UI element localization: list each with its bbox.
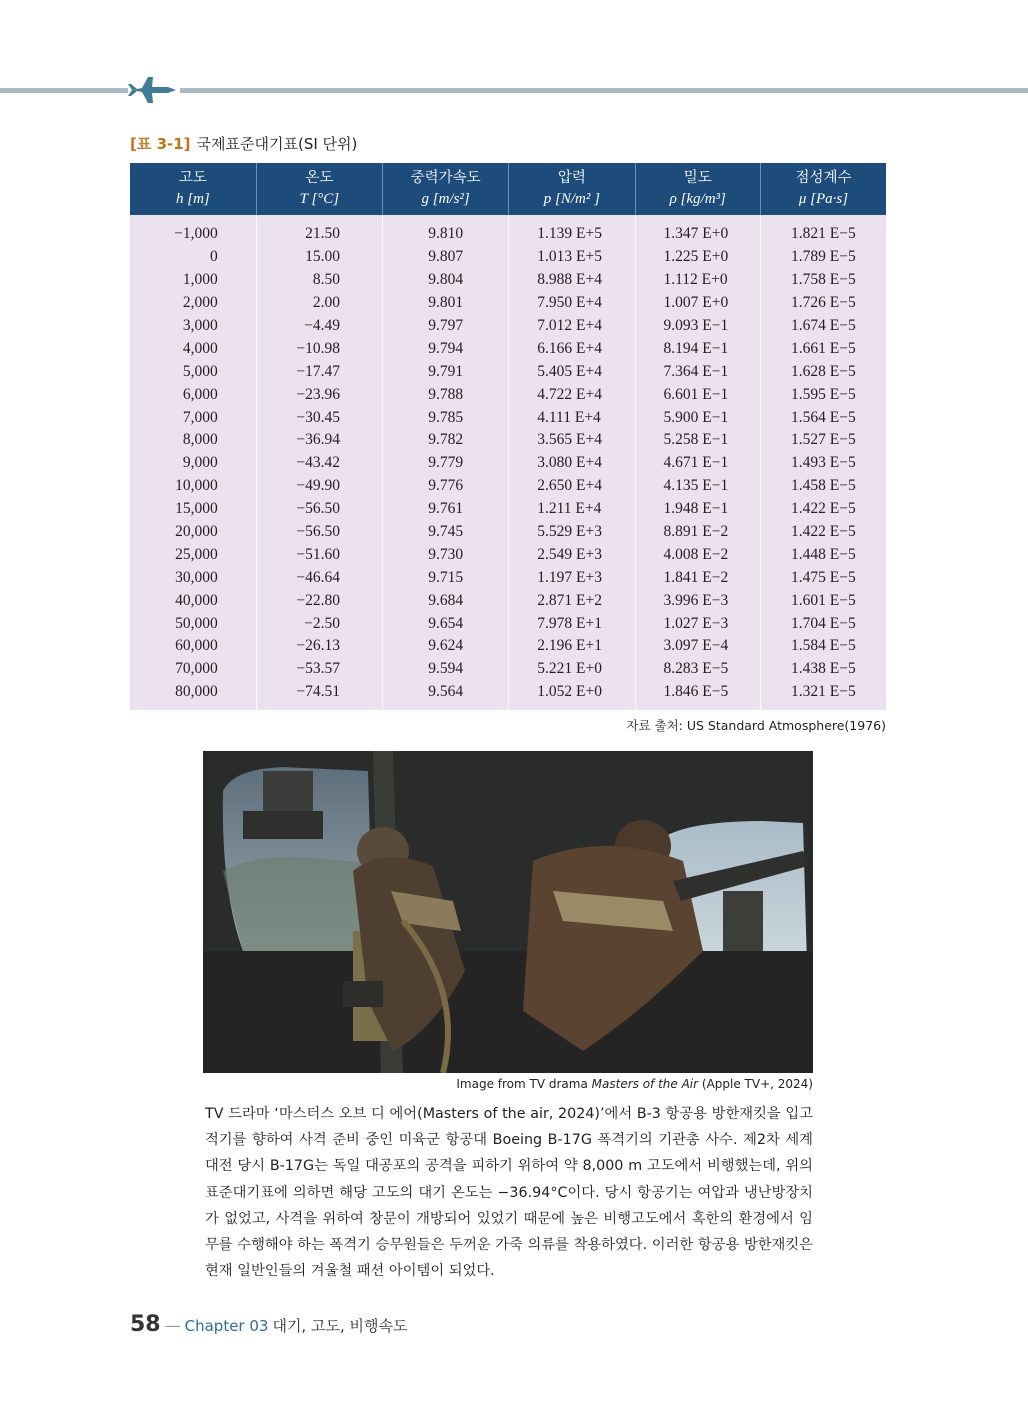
table-row bbox=[130, 406, 886, 429]
table-cell: 2.196 E+1 bbox=[509, 635, 635, 658]
table-row bbox=[130, 681, 886, 710]
table-cell: 1.726 E−5 bbox=[760, 292, 886, 315]
table-cell: 15,000 bbox=[130, 498, 256, 521]
table-cell: −56.50 bbox=[256, 498, 382, 521]
table-cell: 1.789 E−5 bbox=[760, 246, 886, 269]
chapter-title: 대기, 고도, 비행속도 bbox=[272, 1317, 408, 1335]
table-number: [표 3-1] bbox=[130, 135, 191, 153]
table-cell: −23.96 bbox=[256, 383, 382, 406]
table-row bbox=[130, 269, 886, 292]
table-cell: 3.565 E+4 bbox=[509, 429, 635, 452]
table-row bbox=[130, 215, 886, 246]
table-cell: −17.47 bbox=[256, 360, 382, 383]
table-cell: −22.80 bbox=[256, 589, 382, 612]
table-cell: 8.50 bbox=[256, 269, 382, 292]
table-cell: 1.948 E−1 bbox=[635, 498, 760, 521]
table-cell: 9,000 bbox=[130, 452, 256, 475]
table-cell: 9.785 bbox=[383, 406, 509, 429]
table-cell: 2.00 bbox=[256, 292, 382, 315]
table-row bbox=[130, 337, 886, 360]
table-cell: 9.745 bbox=[383, 521, 509, 544]
table-cell: 9.807 bbox=[383, 246, 509, 269]
table-cell: 20,000 bbox=[130, 521, 256, 544]
header-viscosity: 점성계수 μ [Pa·s] bbox=[760, 163, 886, 215]
table-cell: 8.891 E−2 bbox=[635, 521, 760, 544]
jet-plane-icon bbox=[128, 75, 180, 105]
table-cell: −74.51 bbox=[256, 681, 382, 710]
table-cell: 6.166 E+4 bbox=[509, 337, 635, 360]
table-cell: 1.674 E−5 bbox=[760, 315, 886, 338]
table-cell: 5.405 E+4 bbox=[509, 360, 635, 383]
table-cell: 7.012 E+4 bbox=[509, 315, 635, 338]
table-cell: 1.225 E+0 bbox=[635, 246, 760, 269]
table-cell: 4.135 E−1 bbox=[635, 475, 760, 498]
photo-b17-gunners bbox=[203, 751, 813, 1073]
table-header-row bbox=[130, 163, 886, 215]
table-cell: 1.438 E−5 bbox=[760, 658, 886, 681]
table-row bbox=[130, 360, 886, 383]
table-cell: 50,000 bbox=[130, 612, 256, 635]
table-cell: 60,000 bbox=[130, 635, 256, 658]
table-cell: 8.988 E+4 bbox=[509, 269, 635, 292]
table-cell: −51.60 bbox=[256, 543, 382, 566]
table-cell: 1.704 E−5 bbox=[760, 612, 886, 635]
table-cell: 1.347 E+0 bbox=[635, 215, 760, 246]
table-cell: 1.422 E−5 bbox=[760, 521, 886, 544]
standard-atmosphere-table bbox=[130, 163, 886, 710]
table-row bbox=[130, 498, 886, 521]
table-cell: 2.549 E+3 bbox=[509, 543, 635, 566]
table-cell: 1.595 E−5 bbox=[760, 383, 886, 406]
table-cell: −10.98 bbox=[256, 337, 382, 360]
table-cell: 1.758 E−5 bbox=[760, 269, 886, 292]
table-cell: 1.564 E−5 bbox=[760, 406, 886, 429]
table-cell: 3.996 E−3 bbox=[635, 589, 760, 612]
table-cell: 1.321 E−5 bbox=[760, 681, 886, 710]
table-cell: 1.628 E−5 bbox=[760, 360, 886, 383]
table-cell: 1.052 E+0 bbox=[509, 681, 635, 710]
table-cell: 9.730 bbox=[383, 543, 509, 566]
table-cell: 9.801 bbox=[383, 292, 509, 315]
table-cell: 9.684 bbox=[383, 589, 509, 612]
table-cell: 80,000 bbox=[130, 681, 256, 710]
table-cell: 9.782 bbox=[383, 429, 509, 452]
table-cell: 4.671 E−1 bbox=[635, 452, 760, 475]
table-cell: 4.111 E+4 bbox=[509, 406, 635, 429]
table-cell: 70,000 bbox=[130, 658, 256, 681]
table-source: 자료 출처: US Standard Atmosphere(1976) bbox=[626, 718, 886, 733]
table-cell: 7.950 E+4 bbox=[509, 292, 635, 315]
table-row bbox=[130, 383, 886, 406]
table-cell: 3,000 bbox=[130, 315, 256, 338]
table-row bbox=[130, 635, 886, 658]
table-row bbox=[130, 315, 886, 338]
table-cell: −56.50 bbox=[256, 521, 382, 544]
table-cell: 3.097 E−4 bbox=[635, 635, 760, 658]
table-cell: 7,000 bbox=[130, 406, 256, 429]
table-cell: 8.194 E−1 bbox=[635, 337, 760, 360]
table-cell: 9.779 bbox=[383, 452, 509, 475]
table-body bbox=[130, 215, 886, 710]
table-cell: 9.776 bbox=[383, 475, 509, 498]
chapter-label: Chapter 03 bbox=[184, 1317, 269, 1335]
table-cell: 7.364 E−1 bbox=[635, 360, 760, 383]
table-cell: −1,000 bbox=[130, 215, 256, 246]
page-number: 58 bbox=[130, 1312, 161, 1337]
table-cell: 9.804 bbox=[383, 269, 509, 292]
table-row bbox=[130, 612, 886, 635]
table-cell: 8,000 bbox=[130, 429, 256, 452]
table-row bbox=[130, 246, 886, 269]
table-cell: 1.601 E−5 bbox=[760, 589, 886, 612]
table-cell: 15.00 bbox=[256, 246, 382, 269]
table-cell: 1.007 E+0 bbox=[635, 292, 760, 315]
table-row bbox=[130, 429, 886, 452]
table-caption bbox=[130, 133, 357, 154]
table-cell: 9.761 bbox=[383, 498, 509, 521]
table-row bbox=[130, 566, 886, 589]
table-cell: 9.715 bbox=[383, 566, 509, 589]
table-cell: 9.564 bbox=[383, 681, 509, 710]
table-cell: 9.654 bbox=[383, 612, 509, 635]
table-cell: 1.846 E−5 bbox=[635, 681, 760, 710]
table-cell: 7.978 E+1 bbox=[509, 612, 635, 635]
table-cell: 30,000 bbox=[130, 566, 256, 589]
table-cell: 4.722 E+4 bbox=[509, 383, 635, 406]
header-temperature: 온도 T [°C] bbox=[256, 163, 382, 215]
table-cell: 9.624 bbox=[383, 635, 509, 658]
table-cell: 1.841 E−2 bbox=[635, 566, 760, 589]
table-cell: 2.650 E+4 bbox=[509, 475, 635, 498]
table-cell: 1.821 E−5 bbox=[760, 215, 886, 246]
table-cell: 4,000 bbox=[130, 337, 256, 360]
table-cell: 1.584 E−5 bbox=[760, 635, 886, 658]
page-footer bbox=[130, 1312, 407, 1337]
photo-credit: Image from TV drama Masters of the Air (Apple TV+, 2024) bbox=[456, 1077, 813, 1091]
table-cell: 4.008 E−2 bbox=[635, 543, 760, 566]
table-row bbox=[130, 589, 886, 612]
table-cell: 8.283 E−5 bbox=[635, 658, 760, 681]
header-altitude: 고도 h [m] bbox=[130, 163, 256, 215]
table-cell: 9.093 E−1 bbox=[635, 315, 760, 338]
table-cell: 9.791 bbox=[383, 360, 509, 383]
table-row bbox=[130, 292, 886, 315]
table-title: 국제표준대기표(SI 단위) bbox=[196, 135, 358, 153]
table-cell: −36.94 bbox=[256, 429, 382, 452]
table-cell: 1.112 E+0 bbox=[635, 269, 760, 292]
table-cell: 6.601 E−1 bbox=[635, 383, 760, 406]
table-cell: 1.211 E+4 bbox=[509, 498, 635, 521]
drama-title: Masters of the Air bbox=[591, 1077, 699, 1091]
table-cell: 9.594 bbox=[383, 658, 509, 681]
table-cell: −53.57 bbox=[256, 658, 382, 681]
table-cell: 5.258 E−1 bbox=[635, 429, 760, 452]
table-cell: 3.080 E+4 bbox=[509, 452, 635, 475]
header-pressure: 압력 p [N/m² ] bbox=[509, 163, 635, 215]
table-cell: −43.42 bbox=[256, 452, 382, 475]
top-rule bbox=[0, 88, 1028, 93]
table-cell: 0 bbox=[130, 246, 256, 269]
table-cell: −2.50 bbox=[256, 612, 382, 635]
table-cell: 1.139 E+5 bbox=[509, 215, 635, 246]
table-cell: 1.027 E−3 bbox=[635, 612, 760, 635]
header-density: 밀도 ρ [kg/m³] bbox=[635, 163, 760, 215]
table-cell: 1.013 E+5 bbox=[509, 246, 635, 269]
table-cell: 9.788 bbox=[383, 383, 509, 406]
table-cell: 1.527 E−5 bbox=[760, 429, 886, 452]
table-cell: 9.810 bbox=[383, 215, 509, 246]
table-cell: 6,000 bbox=[130, 383, 256, 406]
table-cell: −4.49 bbox=[256, 315, 382, 338]
table-cell: 1.197 E+3 bbox=[509, 566, 635, 589]
table-cell: 1.448 E−5 bbox=[760, 543, 886, 566]
table-row bbox=[130, 452, 886, 475]
table-cell: 1.493 E−5 bbox=[760, 452, 886, 475]
table-cell: −30.45 bbox=[256, 406, 382, 429]
table-cell: 1.422 E−5 bbox=[760, 498, 886, 521]
table-row bbox=[130, 475, 886, 498]
table-cell: 5.900 E−1 bbox=[635, 406, 760, 429]
table-cell: 5.221 E+0 bbox=[509, 658, 635, 681]
photo-description-paragraph: TV 드라마 ‘마스터스 오브 디 에어(Masters of the air, 2024)’에서 B-3 항공용 방한재킷을 입고 적기를 향하여 사격 준비 중인 미육군 항공대 Boeing B-17G 폭격기의 기관총 사수. 제2차 세계대전 당시 B-17G는 독일 대공포의 공격을 피하기 위하여 약 8,000 m 고도에서 비행했는데, 위의 표준대기표에 의하면 해당 고도의 대기 온도는 −36.94°C이다. 당시 항공기는 여압과 냉난방장치가 없었고, 사격을 위하여 창문이 개방되어 있었기 때문에 높은 비행고도에서 혹한의 환경에서 임무를 수행해야 하는 폭격기 승무원들은 두꺼운 가죽 의류를 착용하였다. 이러한 항공용 방한재킷은 현재 일반인들의 겨울철 패션 아이템이 되었다. bbox=[205, 1106, 813, 1280]
table-cell: 2,000 bbox=[130, 292, 256, 315]
table-cell: −46.64 bbox=[256, 566, 382, 589]
header-gravity: 중력가속도 g [m/s²] bbox=[383, 163, 509, 215]
table-cell: 10,000 bbox=[130, 475, 256, 498]
table-row bbox=[130, 658, 886, 681]
photo-illustration bbox=[203, 751, 813, 1073]
table-cell: 1.458 E−5 bbox=[760, 475, 886, 498]
table-cell: 21.50 bbox=[256, 215, 382, 246]
table-cell: 1.475 E−5 bbox=[760, 566, 886, 589]
table-row bbox=[130, 521, 886, 544]
footer-dash: — bbox=[164, 1316, 181, 1335]
table-cell: 5.529 E+3 bbox=[509, 521, 635, 544]
table-cell: 2.871 E+2 bbox=[509, 589, 635, 612]
table-cell: −49.90 bbox=[256, 475, 382, 498]
table-cell: 25,000 bbox=[130, 543, 256, 566]
table-row bbox=[130, 543, 886, 566]
table-cell: 9.794 bbox=[383, 337, 509, 360]
table-cell: −26.13 bbox=[256, 635, 382, 658]
table-cell: 1.661 E−5 bbox=[760, 337, 886, 360]
table-cell: 1,000 bbox=[130, 269, 256, 292]
table-cell: 5,000 bbox=[130, 360, 256, 383]
table-cell: 9.797 bbox=[383, 315, 509, 338]
table-cell: 40,000 bbox=[130, 589, 256, 612]
